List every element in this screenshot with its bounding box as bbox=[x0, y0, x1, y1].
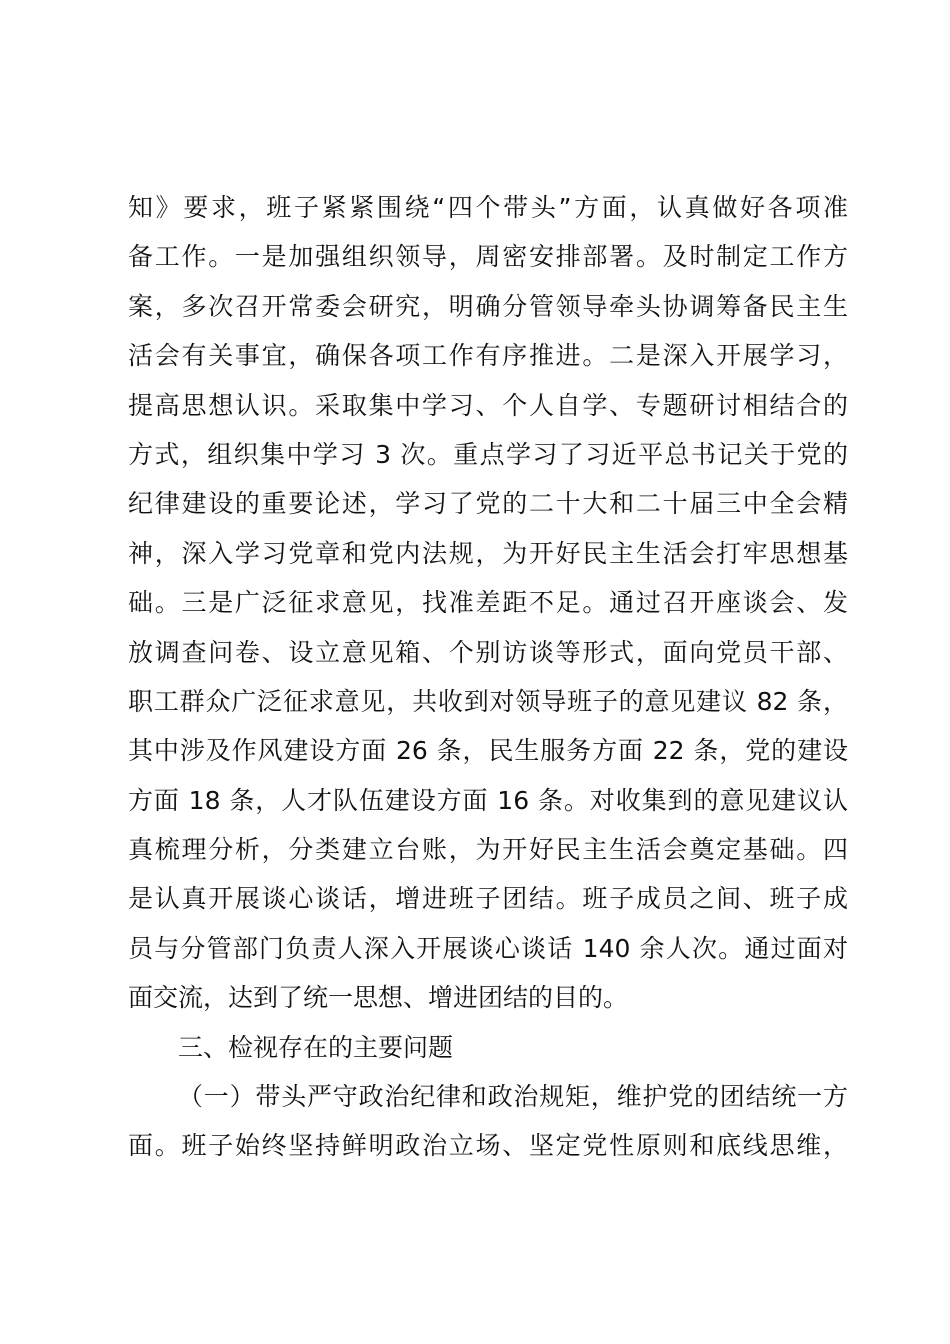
text-line: 真梳理分析，分类建立台账，为开好民主生活会奠定基础。四 bbox=[128, 835, 848, 865]
text-line: 神，深入学习党章和党内法规，为开好民主生活会打牢思想基 bbox=[128, 538, 848, 568]
section-heading: 三、检视存在的主要问题 bbox=[178, 1032, 454, 1062]
text-line: 案，多次召开常委会研究，明确分管领导牵头协调筹备民主生 bbox=[128, 291, 848, 321]
text-line: 知》要求，班子紧紧围绕“四个带头”方面，认真做好各项准 bbox=[128, 193, 848, 222]
text-line: 纪律建设的重要论述，学习了党的二十大和二十届三中全会精 bbox=[128, 489, 848, 519]
text-line: 方式，组织集中学习 3 次。重点学习了习近平总书记关于党的 bbox=[128, 439, 848, 469]
text-line: 职工群众广泛征求意见，共收到对领导班子的意见建议 82 条， bbox=[128, 686, 848, 716]
text-line: 放调查问卷、设立意见箱、个别访谈等形式，面向党员干部、 bbox=[128, 637, 848, 667]
text-line: 其中涉及作风建设方面 26 条，民生服务方面 22 条，党的建设 bbox=[128, 736, 848, 766]
text-line: 员与分管部门负责人深入开展谈心谈话 140 余人次。通过面对 bbox=[128, 933, 848, 963]
text-line: 提高思想认识。采取集中学习、个人自学、专题研讨相结合的 bbox=[128, 390, 848, 420]
text-line: 面交流，达到了统一思想、增进团结的目的。 bbox=[128, 983, 629, 1013]
text-line: （一）带头严守政治纪律和政治规矩，维护党的团结统一方 bbox=[178, 1082, 848, 1112]
text-line: 础。三是广泛征求意见，找准差距不足。通过召开座谈会、发 bbox=[128, 588, 848, 618]
text-line: 备工作。一是加强组织领导，周密安排部署。及时制定工作方 bbox=[128, 242, 848, 272]
text-line: 方面 18 条，人才队伍建设方面 16 条。对收集到的意见建议认 bbox=[128, 785, 848, 815]
text-line: 面。班子始终坚持鲜明政治立场、坚定党性原则和底线思维， bbox=[128, 1131, 848, 1161]
text-line: 是认真开展谈心谈话，增进班子团结。班子成员之间、班子成 bbox=[128, 884, 848, 914]
paragraph-issue-one bbox=[128, 1072, 848, 1171]
paragraph-preparation-work bbox=[128, 183, 848, 1023]
text-line: 活会有关事宜，确保各项工作有序推进。二是深入开展学习， bbox=[128, 341, 848, 371]
document-body bbox=[128, 183, 848, 1171]
